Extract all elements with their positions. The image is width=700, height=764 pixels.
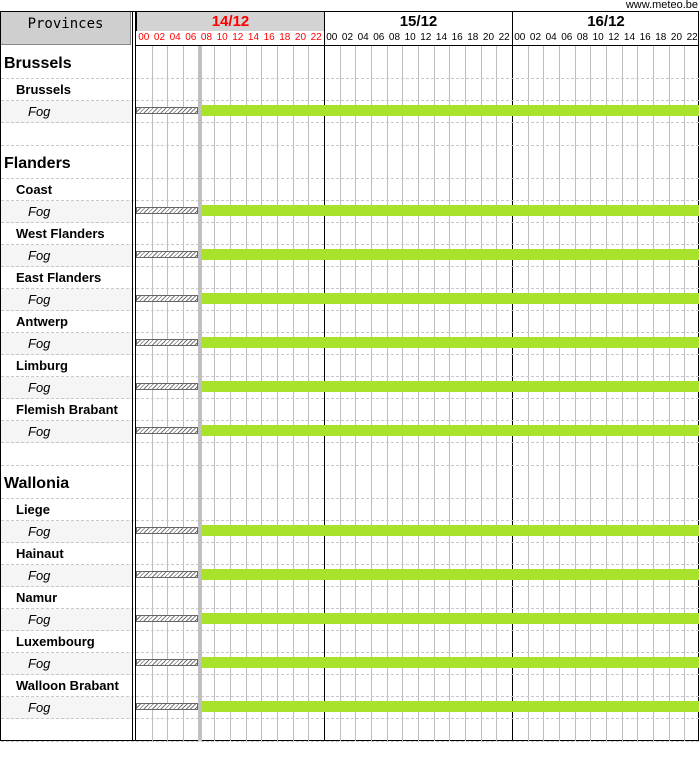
- past-period-hatch: [136, 339, 198, 346]
- fog-warning-bar: [202, 249, 699, 260]
- hour-label: 12: [420, 32, 432, 43]
- hour-label: 20: [482, 32, 495, 43]
- province-row: [1, 355, 699, 377]
- hour-label: 04: [357, 32, 369, 43]
- province-label: Walloon Brabant: [16, 678, 119, 693]
- hour-label: 16: [639, 32, 651, 43]
- hour-label: 10: [216, 32, 228, 43]
- hour-label: 14: [247, 32, 260, 43]
- row-background: [1, 443, 132, 466]
- day-header: 14/12: [136, 12, 324, 31]
- fog-label: Fog: [28, 336, 51, 351]
- province-label: Namur: [16, 590, 58, 605]
- hour-label: 04: [169, 32, 181, 43]
- past-period-hatch: [136, 615, 198, 622]
- province-row: [1, 399, 699, 421]
- past-period-hatch: [136, 703, 198, 710]
- spacer-row: [1, 443, 699, 466]
- hour-label: 18: [655, 32, 667, 43]
- hour-label: 00: [326, 32, 338, 43]
- row-background: [1, 609, 132, 631]
- hour-label: 06: [373, 32, 385, 43]
- region-row: [1, 466, 699, 499]
- fog-label: Fog: [28, 248, 51, 263]
- hour-label: 16: [451, 32, 463, 43]
- fog-warning-bar: [202, 381, 699, 392]
- row-background: [1, 653, 132, 675]
- fog-warning-bar: [202, 337, 699, 348]
- fog-warning-bar: [202, 205, 699, 216]
- province-label: East Flanders: [16, 270, 102, 285]
- fog-label: Fog: [28, 104, 51, 119]
- region-label: Brussels: [4, 55, 72, 72]
- fog-warning-bar: [202, 293, 699, 304]
- hour-label: 22: [310, 32, 322, 43]
- row-background: [1, 201, 132, 223]
- province-row: [1, 587, 699, 609]
- hour-label: 18: [467, 32, 479, 43]
- province-row: [1, 499, 699, 521]
- hour-label: 06: [561, 32, 573, 43]
- province-row: [1, 79, 699, 101]
- province-label: Hainaut: [16, 546, 64, 561]
- province-label: West Flanders: [16, 226, 105, 241]
- row-background: [1, 565, 132, 587]
- fog-warning-bar: [202, 569, 699, 580]
- hour-label: 16: [263, 32, 275, 43]
- province-label: Brussels: [16, 82, 71, 97]
- fog-label: Fog: [28, 424, 51, 439]
- hour-label: 10: [404, 32, 416, 43]
- row-background: [1, 421, 132, 443]
- row-background: [1, 719, 132, 742]
- hour-label: 08: [576, 32, 589, 43]
- province-label: Antwerp: [16, 314, 68, 329]
- fog-warning-bar: [202, 701, 699, 712]
- provinces-header: Provinces: [1, 12, 131, 45]
- day-header: 15/12: [324, 12, 512, 31]
- past-period-hatch: [136, 251, 198, 258]
- fog-label: Fog: [28, 292, 51, 307]
- fog-label: Fog: [28, 612, 51, 627]
- fog-label: Fog: [28, 656, 51, 671]
- fog-warning-bar: [202, 105, 699, 116]
- fog-label: Fog: [28, 700, 51, 715]
- source-label: www.meteo.be: [625, 0, 698, 11]
- row-background: [1, 289, 132, 311]
- province-label: Flemish Brabant: [16, 402, 118, 417]
- past-period-hatch: [136, 427, 198, 434]
- fog-label: Fog: [28, 380, 51, 395]
- row-background: [1, 101, 132, 123]
- spacer-row: [1, 123, 699, 146]
- row-divider: [1, 741, 699, 742]
- hour-label: 06: [185, 32, 197, 43]
- region-row: [1, 146, 699, 179]
- province-row: [1, 311, 699, 333]
- hour-label: 08: [388, 32, 401, 43]
- day-header: 16/12: [512, 12, 699, 31]
- hour-label: 14: [435, 32, 448, 43]
- fog-label: Fog: [28, 204, 51, 219]
- hour-label: 10: [592, 32, 604, 43]
- past-period-hatch: [136, 571, 198, 578]
- past-period-hatch: [136, 659, 198, 666]
- province-row: [1, 267, 699, 289]
- hour-label: 00: [514, 32, 526, 43]
- past-period-hatch: [136, 295, 198, 302]
- row-background: [1, 521, 132, 543]
- province-row: [1, 631, 699, 653]
- province-label: Liege: [16, 502, 50, 517]
- hour-label: 14: [623, 32, 636, 43]
- region-label: Wallonia: [4, 475, 70, 492]
- fog-label: Fog: [28, 568, 51, 583]
- row-background: [1, 245, 132, 267]
- hour-label: 22: [686, 32, 698, 43]
- hour-label: 20: [670, 32, 683, 43]
- hour-label: 08: [200, 32, 213, 43]
- region-label: Flanders: [4, 155, 71, 172]
- province-row: [1, 223, 699, 245]
- hour-label: 00: [138, 32, 150, 43]
- label-column-border: [132, 11, 133, 741]
- hour-label: 02: [529, 32, 542, 43]
- province-row: [1, 179, 699, 201]
- hour-label: 20: [294, 32, 307, 43]
- hour-label: 12: [608, 32, 620, 43]
- current-time-marker: [198, 46, 202, 741]
- past-period-hatch: [136, 527, 198, 534]
- hour-label: 02: [153, 32, 166, 43]
- row-background: [1, 377, 132, 399]
- row-background: [1, 333, 132, 355]
- hour-label: 18: [279, 32, 291, 43]
- fog-label: Fog: [28, 524, 51, 539]
- row-background: [1, 697, 132, 719]
- fog-warning-bar: [202, 525, 699, 536]
- spacer-row: [1, 719, 699, 742]
- fog-warning-bar: [202, 613, 699, 624]
- past-period-hatch: [136, 207, 198, 214]
- fog-warning-bar: [202, 425, 699, 436]
- hour-label: 02: [341, 32, 354, 43]
- past-period-hatch: [136, 107, 198, 114]
- past-period-hatch: [136, 383, 198, 390]
- province-label: Limburg: [16, 358, 68, 373]
- province-row: [1, 675, 699, 697]
- province-label: Luxembourg: [16, 634, 95, 649]
- region-row: [1, 46, 699, 79]
- row-background: [1, 123, 132, 146]
- hour-label: 04: [545, 32, 557, 43]
- fog-warning-bar: [202, 657, 699, 668]
- label-column-border-inner: [135, 11, 136, 741]
- hour-label: 12: [232, 32, 244, 43]
- province-label: Coast: [16, 182, 53, 197]
- hour-label: 22: [498, 32, 510, 43]
- province-row: [1, 543, 699, 565]
